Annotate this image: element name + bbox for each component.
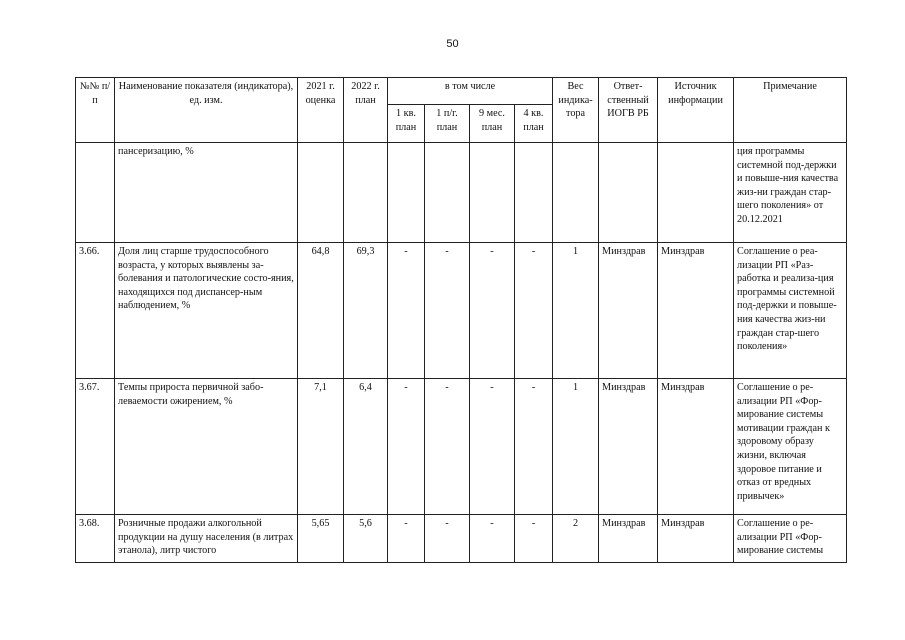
table-row bbox=[76, 515, 847, 563]
row-num: 3.67. bbox=[76, 379, 115, 515]
header-weight: Вес индика-тора bbox=[553, 78, 599, 143]
row-2021 bbox=[298, 143, 344, 243]
row-source: Минздрав bbox=[658, 515, 734, 563]
row-source: Минздрав bbox=[658, 243, 734, 379]
row-q4: - bbox=[515, 515, 553, 563]
row-9m bbox=[470, 143, 515, 243]
row-responsible: Минздрав bbox=[599, 515, 658, 563]
row-source bbox=[658, 143, 734, 243]
row-2022: 69,3 bbox=[344, 243, 388, 379]
row-note: Соглашение о ре-ализации РП «Фор-мирование системы мотивации граждан к здоровому образу жизни, включая здоровое питание и отказ от вредных привычек» bbox=[734, 379, 847, 515]
table-row bbox=[76, 379, 847, 515]
row-2022 bbox=[344, 143, 388, 243]
page-number: 50 bbox=[446, 38, 459, 50]
row-num bbox=[76, 143, 115, 243]
header-name: Наименование показателя (индикатора), ед. изм. bbox=[115, 78, 298, 143]
row-note: Соглашение о реа-лизации РП «Раз-работка и реализа-ция программы системной под-держки и повыше-ния качества жиз-ни граждан стар-шего поколения» bbox=[734, 243, 847, 379]
row-name: Темпы прироста первичной забо-леваемости ожирением, % bbox=[115, 379, 298, 515]
table-row bbox=[76, 143, 847, 243]
indicators-table bbox=[75, 77, 847, 563]
row-h1: - bbox=[425, 379, 470, 515]
row-q4 bbox=[515, 143, 553, 243]
row-2022: 6,4 bbox=[344, 379, 388, 515]
header-q1: 1 кв. план bbox=[388, 105, 425, 143]
row-9m: - bbox=[470, 379, 515, 515]
header-including: в том числе bbox=[388, 78, 553, 105]
row-weight: 1 bbox=[553, 379, 599, 515]
row-q1: - bbox=[388, 515, 425, 563]
header-h1: 1 п/г. план bbox=[425, 105, 470, 143]
row-weight bbox=[553, 143, 599, 243]
row-note: Соглашение о ре-ализации РП «Фор-мирование системы bbox=[734, 515, 847, 563]
row-2021: 64,8 bbox=[298, 243, 344, 379]
row-h1: - bbox=[425, 243, 470, 379]
row-note: ция программы системной под-держки и повыше-ния качества жиз-ни граждан стар-шего поколения» от 20.12.2021 bbox=[734, 143, 847, 243]
header-responsible: Ответ-ственный ИОГВ РБ bbox=[599, 78, 658, 143]
row-name: Розничные продажи алкогольной продукции на душу населения (в литрах этанола), литр чистого bbox=[115, 515, 298, 563]
row-name: Доля лиц старше трудоспособного возраста, у которых выявлены за-болевания и патологические состо-яния, находящихся под диспансер-ным наблюдением, % bbox=[115, 243, 298, 379]
row-2021: 5,65 bbox=[298, 515, 344, 563]
row-q4: - bbox=[515, 379, 553, 515]
row-2021: 7,1 bbox=[298, 379, 344, 515]
row-h1 bbox=[425, 143, 470, 243]
header-9m: 9 мес. план bbox=[470, 105, 515, 143]
row-q1: - bbox=[388, 243, 425, 379]
row-weight: 2 bbox=[553, 515, 599, 563]
header-row bbox=[76, 78, 847, 105]
row-responsible: Минздрав bbox=[599, 243, 658, 379]
header-2021: 2021 г. оценка bbox=[298, 78, 344, 143]
row-name: пансеризацию, % bbox=[115, 143, 298, 243]
row-num: 3.68. bbox=[76, 515, 115, 563]
row-responsible bbox=[599, 143, 658, 243]
row-responsible: Минздрав bbox=[599, 379, 658, 515]
header-source: Источник информации bbox=[658, 78, 734, 143]
row-weight: 1 bbox=[553, 243, 599, 379]
header-2022: 2022 г. план bbox=[344, 78, 388, 143]
header-note: Примечание bbox=[734, 78, 847, 143]
header-num: №№ п/п bbox=[76, 78, 115, 143]
header-q4: 4 кв. план bbox=[515, 105, 553, 143]
row-q1: - bbox=[388, 379, 425, 515]
row-9m: - bbox=[470, 243, 515, 379]
row-source: Минздрав bbox=[658, 379, 734, 515]
row-2022: 5,6 bbox=[344, 515, 388, 563]
row-num: 3.66. bbox=[76, 243, 115, 379]
row-9m: - bbox=[470, 515, 515, 563]
row-q1 bbox=[388, 143, 425, 243]
row-h1: - bbox=[425, 515, 470, 563]
row-q4: - bbox=[515, 243, 553, 379]
table-row bbox=[76, 243, 847, 379]
